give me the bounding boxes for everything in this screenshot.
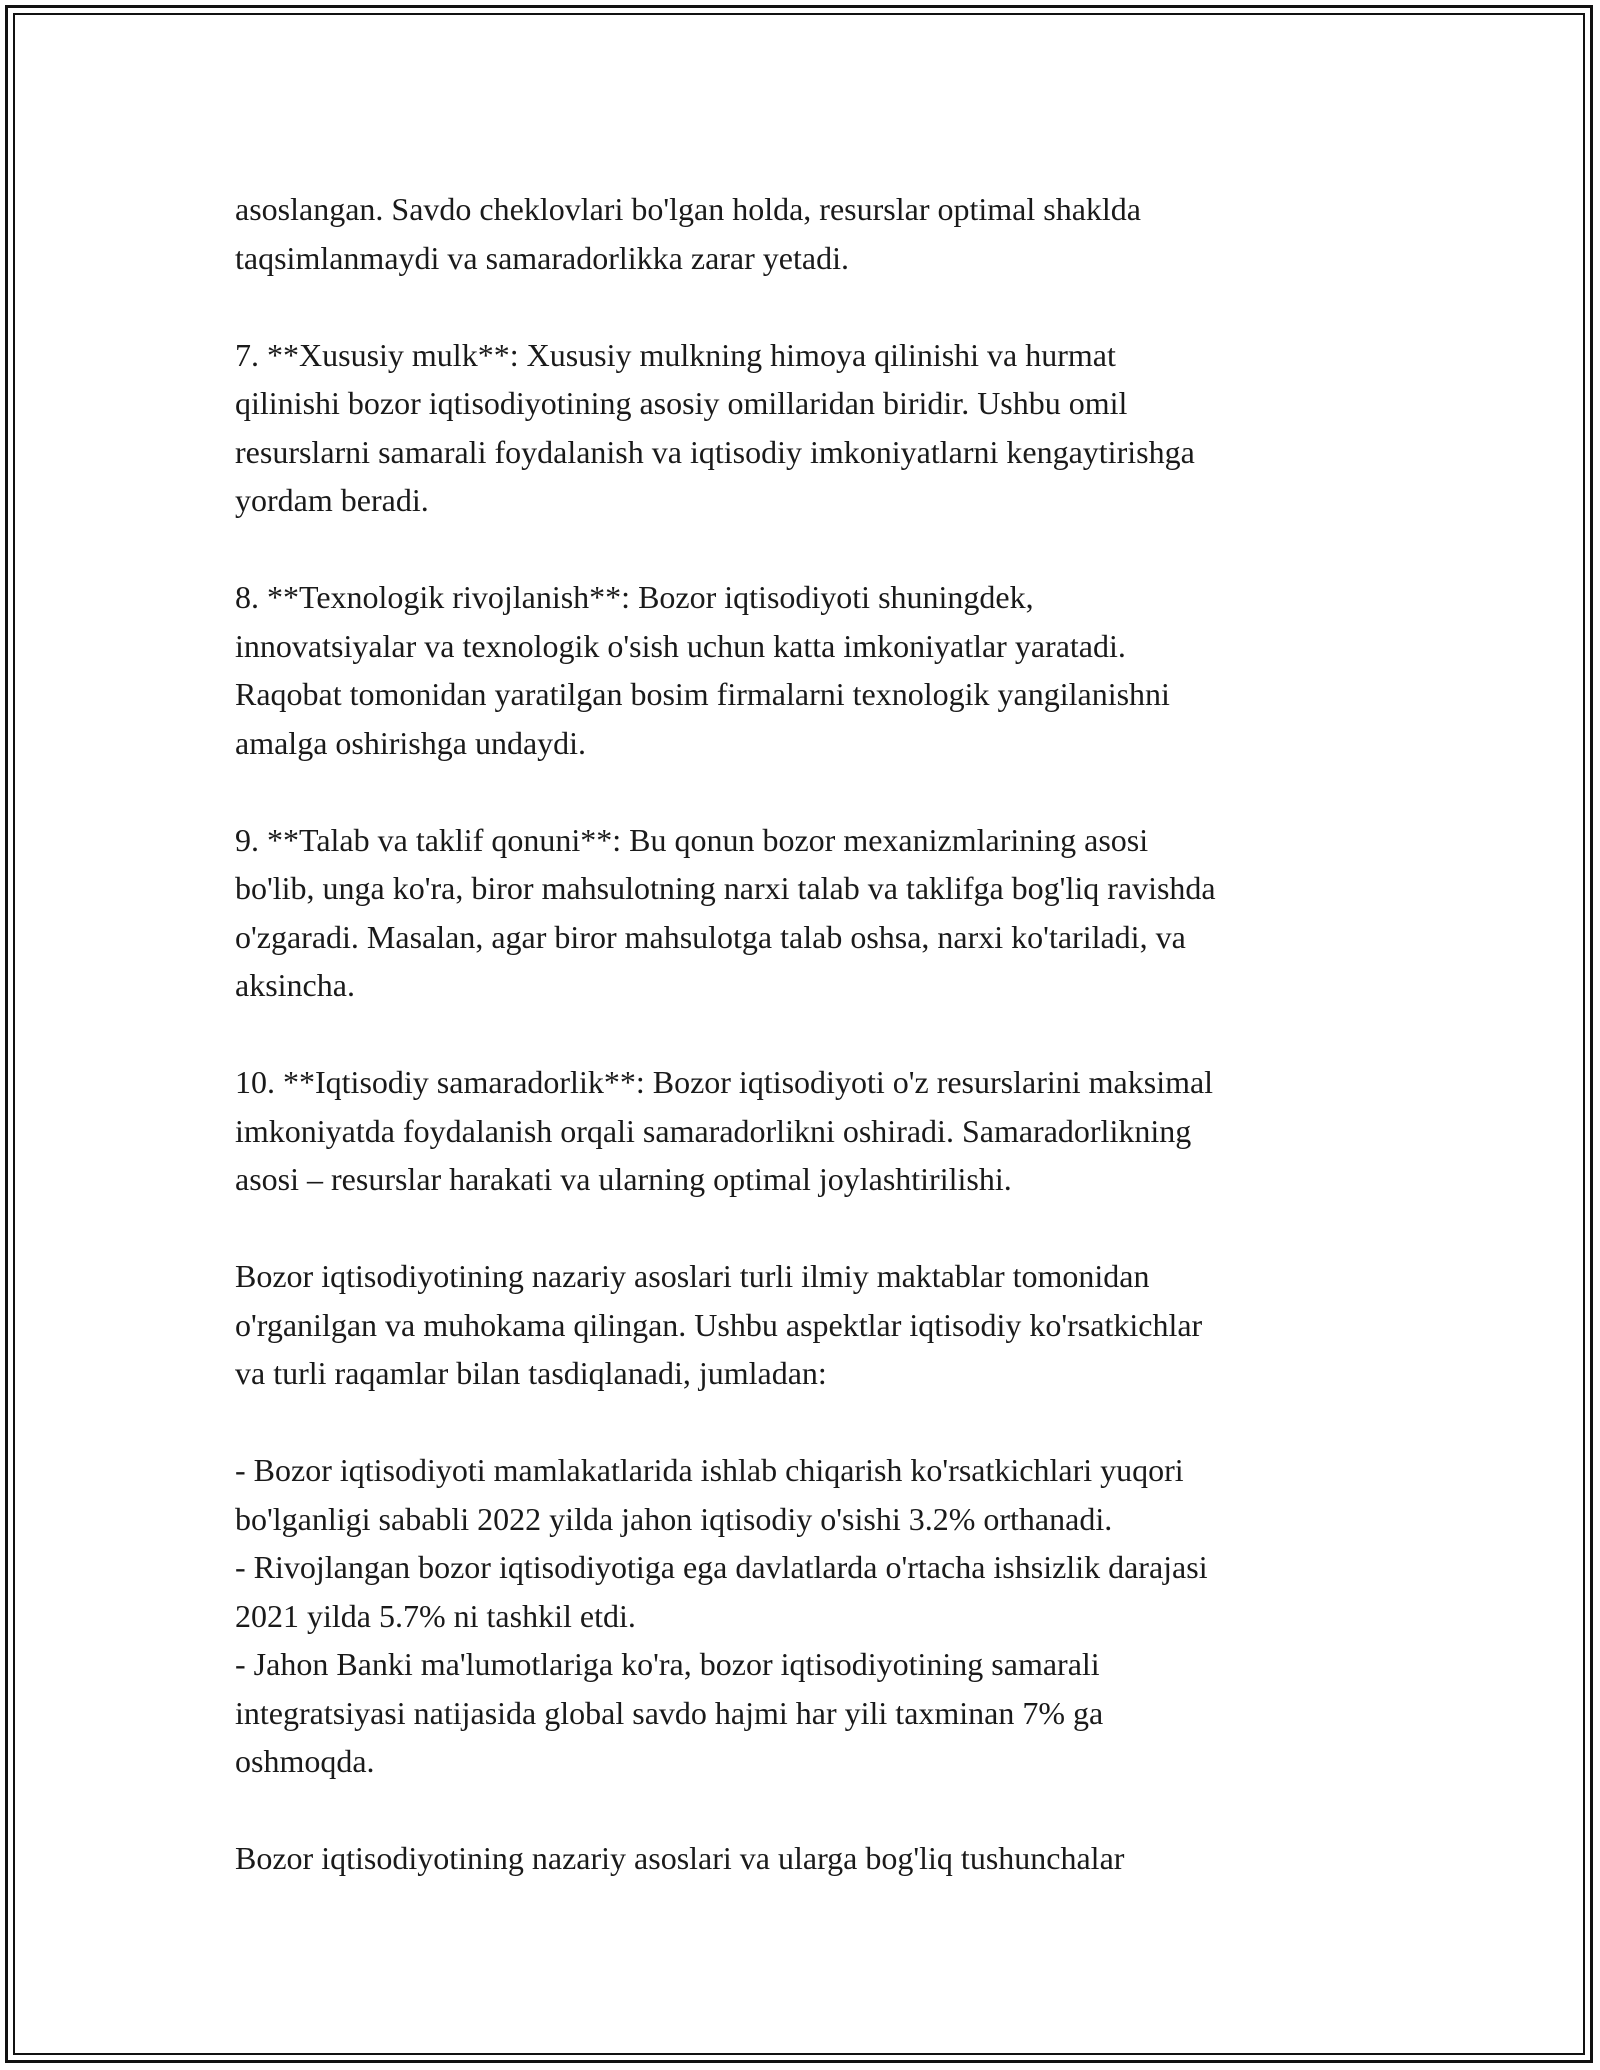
text-line: 8. **Texnologik rivojlanish**: Bozor iqtisodiyoti shuningdek, bbox=[235, 579, 1034, 615]
text-line: bo'lib, unga ko'ra, biror mahsulotning narxi talab va taklifga bog'liq ravishda bbox=[235, 870, 1216, 906]
text-line: o'zgaradi. Masalan, agar biror mahsulotga talab oshsa, narxi ko'tariladi, va bbox=[235, 918, 1186, 955]
paragraph-closing bbox=[235, 1834, 1415, 1883]
text-line: taqsimlanmaydi va samaradorlikka zarar yetadi. bbox=[235, 239, 849, 276]
text-line: asosi – resurslar harakati va ularning optimal joylashtirilishi. bbox=[235, 1161, 1012, 1197]
text-line: 7. **Xususiy mulk**: Xususiy mulkning himoya qilinishi va hurmat bbox=[235, 336, 1116, 373]
text-line: - Rivojlangan bozor iqtisodiyotiga ega davlatlarda o'rtacha ishsizlik darajasi bbox=[235, 1549, 1208, 1585]
text-line: oshmoqda. bbox=[235, 1743, 375, 1779]
text-line: - Jahon Banki ma'lumotlariga ko'ra, bozor iqtisodiyotining samarali bbox=[235, 1646, 1100, 1682]
text-line: 10. **Iqtisodiy samaradorlik**: Bozor iqtisodiyoti o'z resurslarini maksimal bbox=[235, 1064, 1214, 1100]
text-line: imkoniyatda foydalanish orqali samaradorlikni oshiradi. Samaradorlikning bbox=[235, 1112, 1192, 1149]
text-line: Bozor iqtisodiyotining nazariy asoslari turli ilmiy maktablar tomonidan bbox=[235, 1258, 1150, 1294]
text-line: 9. **Talab va taklif qonuni**: Bu qonun bozor mexanizmlarining asosi bbox=[235, 821, 1149, 858]
text-line: amalga oshirishga undaydi. bbox=[235, 724, 587, 761]
list-item-7 bbox=[235, 331, 1415, 525]
text-line: aksincha. bbox=[235, 967, 355, 1003]
text-line: innovatsiyalar va texnologik o'sish uchun katta imkoniyatlar yaratadi. bbox=[235, 627, 1126, 664]
text-line: bo'lganligi sababli 2022 yilda jahon iqtisodiy o'sishi 3.2% orthanadi. bbox=[235, 1500, 1113, 1537]
list-item-10 bbox=[235, 1058, 1415, 1204]
text-line: integratsiyasi natijasida global savdo hajmi har yili taxminan 7% ga bbox=[235, 1694, 1104, 1731]
list-item-8 bbox=[235, 573, 1415, 767]
text-line: - Bozor iqtisodiyoti mamlakatlarida ishlab chiqarish ko'rsatkichlari yuqori bbox=[235, 1452, 1184, 1488]
text-line: asoslangan. Savdo cheklovlari bo'lgan holda, resurslar optimal shaklda bbox=[235, 191, 1141, 227]
text-line: Raqobat tomonidan yaratilgan bosim firmalarni texnologik yangilanishni bbox=[235, 676, 1170, 712]
text-line: Bozor iqtisodiyotining nazariy asoslari va ularga bog'liq tushunchalar bbox=[235, 1840, 1125, 1876]
text-line: resurslarni samarali foydalanish va iqtisodiy imkoniyatlarni kengaytirishga bbox=[235, 433, 1195, 470]
text-line: o'rganilgan va muhokama qilingan. Ushbu aspektlar iqtisodiy ko'rsatkichlar bbox=[235, 1306, 1203, 1343]
statistics-list bbox=[235, 1446, 1415, 1786]
text-line: 2021 yilda 5.7% ni tashkil etdi. bbox=[235, 1597, 636, 1634]
text-line: yordam beradi. bbox=[235, 482, 429, 518]
paragraph-intro-continuation bbox=[235, 185, 1415, 282]
list-item-9 bbox=[235, 816, 1415, 1010]
text-line: qilinishi bozor iqtisodiyotining asosiy omillaridan biridir. Ushbu omil bbox=[235, 385, 1128, 421]
paragraph-summary bbox=[235, 1252, 1415, 1398]
document-body bbox=[235, 185, 1415, 1883]
text-line: va turli raqamlar bilan tasdiqlanadi, jumladan: bbox=[235, 1355, 827, 1391]
